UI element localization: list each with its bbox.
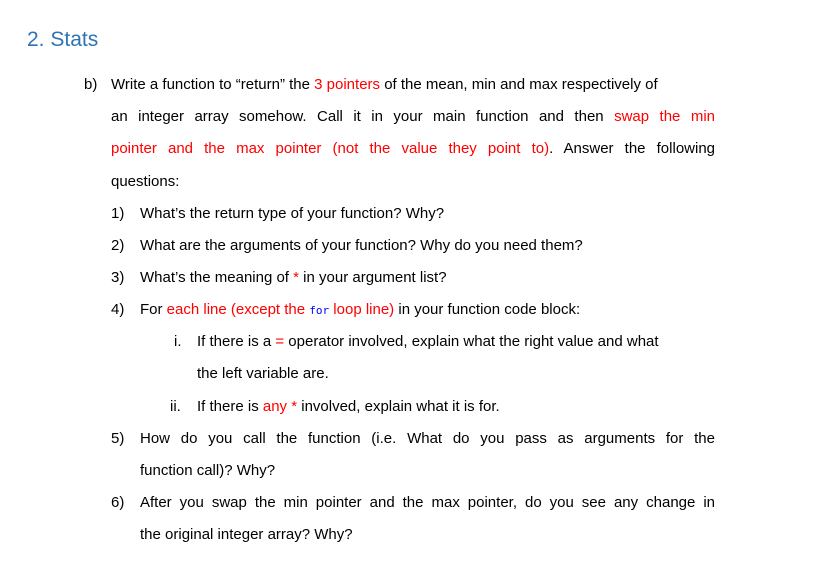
equals-operator-highlight: =	[275, 333, 285, 350]
q2-text: What are the arguments of your function? Why do you need them?	[140, 237, 583, 254]
q4-marker: 4)	[111, 301, 125, 318]
q5-marker: 5)	[111, 430, 125, 447]
for-keyword-code: for	[309, 304, 330, 317]
q5-line-2: function call)? Why?	[140, 462, 276, 479]
q3-marker: 3)	[111, 269, 125, 286]
section-heading: 2. Stats	[27, 28, 99, 51]
part-b-line-2	[111, 107, 715, 127]
part-b-line-1-rest: of the mean, min and max respectively of	[380, 76, 658, 93]
loop-line-highlight: loop line)	[329, 301, 395, 318]
q6-line-2: the original integer array? Why?	[140, 526, 353, 543]
q3-text-a: What’s the meaning of	[140, 269, 294, 286]
swap-min-highlight: swap the min	[614, 108, 716, 125]
q4-text-a: For	[140, 301, 167, 318]
q3-text-c: in your argument list?	[299, 269, 447, 286]
part-b-line-3-rest: . Answer the following	[549, 140, 716, 157]
q1-marker: 1)	[111, 205, 125, 222]
q6-marker: 6)	[111, 494, 125, 511]
q5-line-1: How do you call the function (i.e. What do you pass as arguments for the	[140, 430, 715, 447]
part-b-line-1-text: Write a function to “return” the	[111, 76, 315, 93]
part-b-line-2-text: an integer array somehow. Call it in your main function and then	[111, 108, 615, 125]
q4i-line-2: the left variable are.	[197, 365, 329, 382]
q4ii-text-a: If there is	[197, 398, 263, 415]
q4-text-d: in your function code block:	[394, 301, 581, 318]
q4ii-marker: ii.	[170, 398, 181, 415]
q4i-text-c: operator involved, explain what the right value and what	[284, 333, 659, 350]
q2-marker: 2)	[111, 237, 125, 254]
any-highlight: any	[262, 398, 288, 415]
q4-text	[140, 300, 580, 321]
q4ii-text-e: involved, explain what it is for.	[297, 398, 500, 415]
asterisk-highlight-2: *	[291, 398, 298, 415]
q4i-text-a: If there is a	[197, 333, 276, 350]
part-b-line-4: questions:	[111, 173, 180, 190]
q4i-marker: i.	[174, 333, 182, 350]
part-b-marker: b)	[84, 76, 98, 93]
part-b-line-1	[111, 75, 658, 95]
q6-line-1: After you swap the min pointer and the max pointer, do you see any change in	[140, 494, 715, 511]
q3-text	[140, 268, 447, 288]
q4i-line-1	[197, 332, 659, 352]
three-pointers-highlight: 3 pointers	[314, 76, 381, 93]
q4ii-text	[197, 397, 500, 417]
q1-text: What’s the return type of your function? Why?	[140, 205, 445, 222]
part-b-line-3	[111, 139, 715, 159]
asterisk-highlight: *	[293, 269, 299, 286]
swap-pointer-highlight: pointer and the max pointer (not the value they point to)	[111, 140, 550, 157]
each-line-highlight: each line (except the	[166, 301, 310, 318]
